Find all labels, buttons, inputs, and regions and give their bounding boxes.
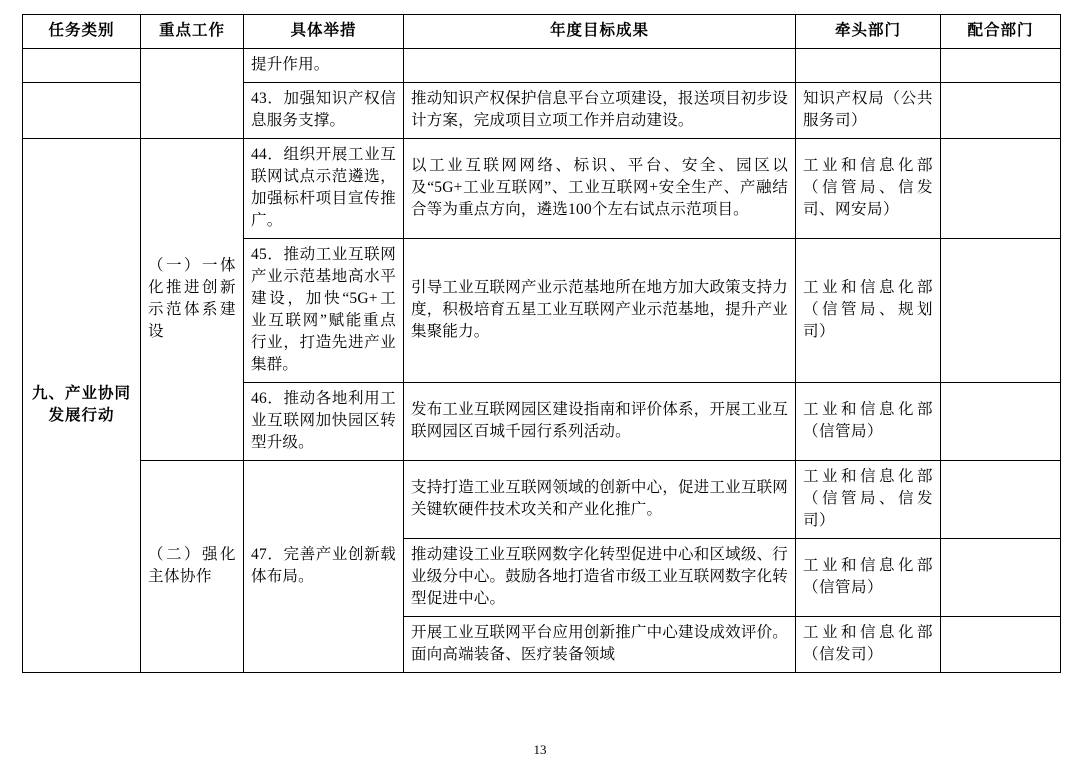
- header-lead-department: 牵头部门: [796, 15, 941, 49]
- cell-focus: [141, 49, 244, 139]
- cell-support-department: [941, 461, 1061, 539]
- header-task-category: 任务类别: [23, 15, 141, 49]
- cell-support-department: [941, 617, 1061, 673]
- cell-goal: 推动建设工业互联网数字化转型促进中心和区域级、行业级分中心。鼓励各地打造省市级工业互联网数字化转型促进中心。: [404, 539, 796, 617]
- cell-lead-department: 工业和信息化部（信管局、信发司、网安局）: [796, 139, 941, 239]
- cell-focus: （一）一体化推进创新示范体系建设: [141, 139, 244, 461]
- header-key-work: 重点工作: [141, 15, 244, 49]
- cell-support-department: [941, 239, 1061, 383]
- cell-goal: 支持打造工业互联网领域的创新中心，促进工业互联网关键软硬件技术攻关和产业化推广。: [404, 461, 796, 539]
- cell-lead-department: 工业和信息化部（信管局、信发司）: [796, 461, 941, 539]
- cell-measure: 47．完善产业创新载体布局。: [244, 461, 404, 673]
- header-specific-measure: 具体举措: [244, 15, 404, 49]
- header-support-department: 配合部门: [941, 15, 1061, 49]
- cell-measure: 提升作用。: [244, 49, 404, 83]
- cell-focus: （二）强化主体协作: [141, 461, 244, 673]
- cell-support-department: [941, 83, 1061, 139]
- cell-lead-department: 工业和信息化部（信管局）: [796, 383, 941, 461]
- table-row: [23, 49, 1061, 83]
- cell-lead-department: [796, 49, 941, 83]
- cell-category: [23, 83, 141, 139]
- cell-lead-department: 工业和信息化部（信管局）: [796, 539, 941, 617]
- cell-support-department: [941, 539, 1061, 617]
- page-number: 13: [533, 742, 547, 757]
- cell-lead-department: 知识产权局（公共服务司）: [796, 83, 941, 139]
- cell-goal: 发布工业互联网园区建设指南和评价体系，开展工业互联网园区百城千园行系列活动。: [404, 383, 796, 461]
- cell-support-department: [941, 383, 1061, 461]
- cell-measure: 44．组织开展工业互联网试点示范遴选，加强标杆项目宣传推广。: [244, 139, 404, 239]
- task-table: [22, 14, 1061, 673]
- table-body: [23, 49, 1061, 673]
- cell-goal: 以工业互联网网络、标识、平台、安全、园区以及“5G+工业互联网”、工业互联网+安全生产、产融结合等为重点方向，遴选100个左右试点示范项目。: [404, 139, 796, 239]
- cell-measure: 46．推动各地利用工业互联网加快园区转型升级。: [244, 383, 404, 461]
- cell-measure: 43．加强知识产权信息服务支撑。: [244, 83, 404, 139]
- cell-goal: 开展工业互联网平台应用创新推广中心建设成效评价。面向高端装备、医疗装备领域: [404, 617, 796, 673]
- table-row: [23, 139, 1061, 239]
- cell-lead-department: 工业和信息化部（信管局、规划司）: [796, 239, 941, 383]
- cell-category: [23, 49, 141, 83]
- cell-category: 九、产业协同发展行动: [23, 139, 141, 673]
- cell-support-department: [941, 139, 1061, 239]
- table-row: [23, 461, 1061, 539]
- cell-measure: 45．推动工业互联网产业示范基地高水平建设，加快“5G+工业互联网”赋能重点行业，打造先进产业集群。: [244, 239, 404, 383]
- cell-lead-department: 工业和信息化部（信发司）: [796, 617, 941, 673]
- table-header: [23, 15, 1061, 49]
- table-header-row: [23, 15, 1061, 49]
- cell-goal: 推动知识产权保护信息平台立项建设，报送项目初步设计方案，完成项目立项工作并启动建设。: [404, 83, 796, 139]
- cell-goal: 引导工业互联网产业示范基地所在地方加大政策支持力度，积极培育五星工业互联网产业示范基地，提升产业集聚能力。: [404, 239, 796, 383]
- cell-support-department: [941, 49, 1061, 83]
- header-annual-goal: 年度目标成果: [404, 15, 796, 49]
- cell-goal: [404, 49, 796, 83]
